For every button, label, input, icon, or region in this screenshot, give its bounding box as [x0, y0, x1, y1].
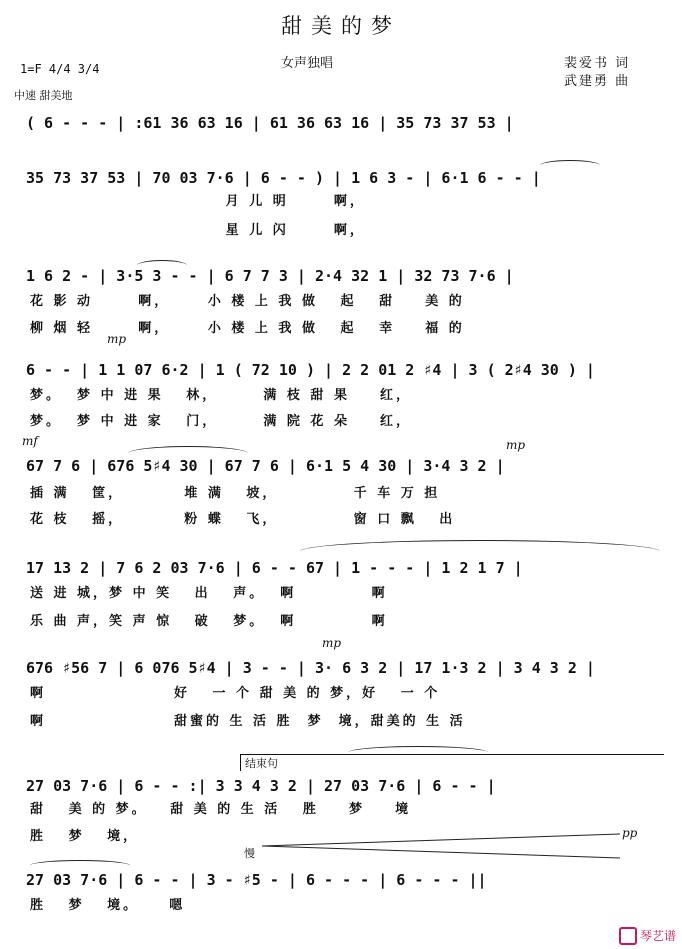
dynamic-pp: pp: [622, 826, 638, 840]
lyric-verse-2: 星 儿 闪 啊，: [30, 223, 366, 238]
lyric-verse-2: 胜 梦 境，: [30, 829, 140, 844]
site-logo: [619, 927, 676, 946]
lyric-verse-1: 甜 美 的 梦。 甜 美 的 生 活 胜 梦 境: [30, 802, 412, 817]
notes: 27 03 7·6 | 6 - - | 3 - ♯5 - | 6 - - - | 6 - - - ||: [26, 871, 487, 889]
notes: 17 13 2 | 7 6 2 03 7·6 | 6 - - 67 | 1 - - - | 1 2 1 7 |: [26, 559, 523, 577]
notes: 6 - - | 1 1 07 6·2 | 1 ( 72 10 ) | 2 2 01 2 ♯4 | 3 ( 2♯4 30 ) |: [26, 361, 595, 379]
staff-line-5: [0, 446, 682, 486]
lyric-verse-2: 梦。 梦 中 进 家 门， 满 院 花 朵 红，: [30, 414, 413, 429]
slur: [137, 260, 187, 271]
lyric-verse-1: 花 影 动 啊， 小 楼 上 我 做 起 甜 美 的: [30, 294, 465, 309]
tempo-marking: 中速 甜美地: [14, 89, 73, 102]
dynamic-mp: mp: [107, 332, 127, 346]
lyric-verse-2: 柳 烟 轻 啊， 小 楼 上 我 做 起 幸 福 的: [30, 321, 465, 336]
lyricist: 裴爱书 词: [564, 56, 631, 71]
lyric-verse-1: 梦。 梦 中 进 果 林， 满 枝 甜 果 红，: [30, 388, 413, 403]
dynamic-mp: mp: [506, 438, 526, 452]
notes: 67 7 6 | 676 5♯4 30 | 67 7 6 | 6·1 5 4 30 | 3·4 3 2 |: [26, 457, 505, 475]
slur: [128, 446, 248, 461]
slur: [300, 540, 660, 563]
diminuendo-hairpin: [262, 832, 622, 860]
lyric-verse-1: 胜 梦 境。 嗯: [30, 898, 186, 913]
ending-label: 结束句: [245, 757, 278, 770]
subtitle: 女声独唱: [281, 56, 334, 71]
slur: [30, 860, 130, 871]
lyric-verse-1: 送 进 城，梦 中 笑 出 声。 啊 啊: [30, 586, 388, 601]
lyric-verse-2: 乐 曲 声，笑 声 惊 破 梦。 啊 啊: [30, 614, 388, 629]
lyric-verse-1: 啊 好 一 个 甜 美 的 梦，好 一 个: [30, 686, 441, 701]
lyric-verse-2: 啊 甜蜜的 生 活 胜 梦 境，甜美的 生 活: [30, 714, 466, 729]
dynamic-mf: mf: [22, 434, 38, 448]
slur: [540, 160, 600, 171]
notes: 35 73 37 53 | 70 03 7·6 | 6 - - ) | 1 6 3 - | 6·1 6 - - |: [26, 169, 541, 187]
notes: ( 6 - - - | :61 36 63 16 | 61 36 63 16 | 35 73 37 53 |: [26, 114, 514, 132]
notes: 27 03 7·6 | 6 - - :| 3 3 4 3 2 | 27 03 7·6 | 6 - - |: [26, 777, 496, 795]
logo-icon: [619, 927, 637, 945]
dynamic-mp: mp: [322, 636, 342, 650]
slur: [348, 746, 488, 759]
song-title: 甜美的梦: [281, 14, 401, 38]
staff-line-1: [0, 103, 682, 143]
lyric-verse-1: 月 儿 明 啊，: [30, 194, 366, 209]
composer: 武建勇 曲: [564, 74, 631, 89]
slow-marking: 慢: [244, 847, 255, 860]
lyric-verse-2: 花 枝 摇， 粉 蝶 飞， 窗 口 飘 出: [30, 512, 456, 527]
key-signature: 1=F 4/4 3/4: [20, 62, 100, 76]
notes: 1 6 2 - | 3·5 3 - - | 6 7 7 3 | 2·4 32 1 | 32 73 7·6 |: [26, 267, 514, 285]
logo-text: 琴艺谱: [639, 928, 676, 943]
lyric-verse-1: 插 满 筐， 堆 满 坡， 千 车 万 担: [30, 486, 441, 501]
notes: 676 ♯56 7 | 6 076 5♯4 | 3 - - | 3· 6 3 2 | 17 1·3 2 | 3 4 3 2 |: [26, 659, 595, 677]
